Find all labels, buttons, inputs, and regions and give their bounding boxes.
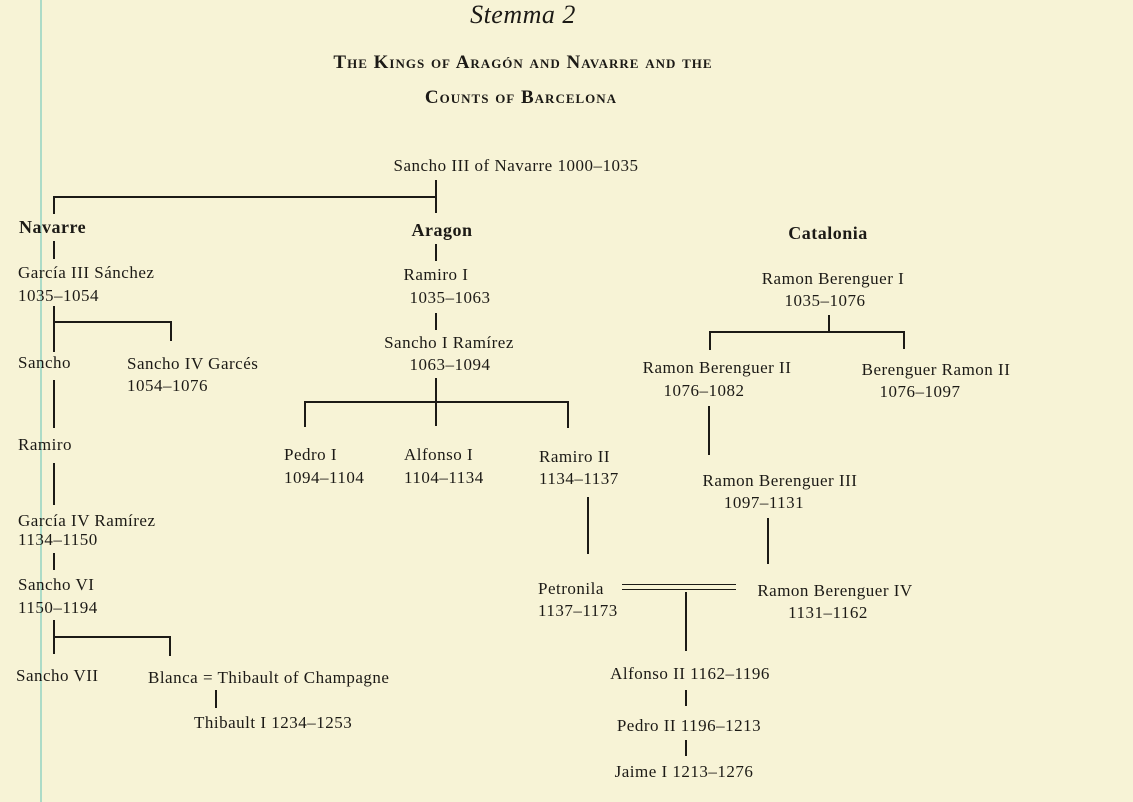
sancho-vi-name: Sancho VI xyxy=(18,575,95,594)
aragon-bar-1 xyxy=(304,401,568,403)
catalonia-bar-1 xyxy=(709,331,904,333)
ramon-berenguer-iv-dates: 1131–1162 xyxy=(788,603,868,622)
garcia-iii-name: García III Sánchez xyxy=(18,263,155,282)
aragon-drop-pedro-i xyxy=(304,401,306,427)
rb3-descent-line xyxy=(767,518,769,564)
garcia-iv-name: García IV Ramírez xyxy=(18,511,156,530)
berenguer-ramon-ii-dates: 1076–1097 xyxy=(879,382,961,401)
navarre-drop-sancho-iv xyxy=(170,321,172,341)
garcia-iii-dates: 1035–1054 xyxy=(18,286,99,305)
branch-aragon: Aragon xyxy=(411,220,473,240)
ramon-berenguer-iv-name: Ramon Berenguer IV xyxy=(757,581,913,600)
berenguer-ramon-ii-name: Berenguer Ramon II xyxy=(861,360,1011,379)
aragon-line-1 xyxy=(435,244,437,261)
marriage-double-line xyxy=(622,584,736,590)
ramon-berenguer-ii-dates: 1076–1082 xyxy=(663,381,745,400)
aragon-drop-ramiro-ii xyxy=(567,401,569,428)
navarre-line-4 xyxy=(53,463,55,505)
ramiro-i-name: Ramiro I xyxy=(403,265,469,284)
jaime-i-descent-line xyxy=(685,740,687,756)
jaime-i: Jaime I 1213–1276 xyxy=(614,762,754,781)
pedro-ii-descent-line xyxy=(685,690,687,706)
navarre-line-2 xyxy=(53,306,55,352)
navarre-line-1 xyxy=(53,241,55,259)
navarre-drop xyxy=(53,196,55,214)
ramon-berenguer-i-dates: 1035–1076 xyxy=(784,291,866,310)
sancho-i-name: Sancho I Ramírez xyxy=(384,333,514,352)
pedro-ii: Pedro II 1196–1213 xyxy=(616,716,762,735)
petronila-dates: 1137–1173 xyxy=(538,601,618,620)
ramon-berenguer-iii-dates: 1097–1131 xyxy=(723,493,805,512)
pedro-i-dates: 1094–1104 xyxy=(284,468,365,487)
sancho-iv-name: Sancho IV Garcés xyxy=(127,354,259,373)
blanca-descent-line xyxy=(215,690,217,708)
root-sancho-iii: Sancho III of Navarre 1000–1035 xyxy=(393,156,639,175)
petronila-name: Petronila xyxy=(538,579,604,598)
root-branch-bar xyxy=(53,196,436,198)
navarre-bar-2 xyxy=(53,636,170,638)
title-line-1: The Kings of Aragón and Navarre and the xyxy=(333,52,713,73)
alfonso-ii: Alfonso II 1162–1196 xyxy=(610,664,770,683)
catalonia-line-1 xyxy=(828,315,830,332)
sancho-i-dates: 1063–1094 xyxy=(409,355,491,374)
ramiro: Ramiro xyxy=(18,435,72,454)
thibault-i: Thibault I 1234–1253 xyxy=(194,713,353,732)
ramiro-i-dates: 1035–1063 xyxy=(409,288,491,307)
alfonso-i-name: Alfonso I xyxy=(404,445,474,464)
navarre-line-3 xyxy=(53,380,55,428)
alfonso-ii-descent-line xyxy=(685,592,687,651)
ramon-berenguer-ii-name: Ramon Berenguer II xyxy=(642,358,792,377)
ramiro-ii-dates: 1134–1137 xyxy=(539,469,619,488)
catalonia-drop-br2 xyxy=(903,331,905,349)
branch-navarre: Navarre xyxy=(19,217,87,237)
blanca-marriage: Blanca = Thibault of Champagne xyxy=(148,668,390,687)
aragon-line-2 xyxy=(435,313,437,330)
branch-catalonia: Catalonia xyxy=(788,223,868,243)
ramiro-ii-name: Ramiro II xyxy=(539,447,611,466)
sancho: Sancho xyxy=(18,353,72,372)
rb2-descent-line xyxy=(708,406,710,455)
ramon-berenguer-iii-name: Ramon Berenguer III xyxy=(702,471,858,490)
navarre-line-5 xyxy=(53,553,55,570)
alfonso-i-dates: 1104–1134 xyxy=(404,468,484,487)
sancho-vii: Sancho VII xyxy=(16,666,99,685)
ramiro-ii-descent-line xyxy=(587,497,589,554)
navarre-drop-blanca xyxy=(169,636,171,656)
title-line-2: Counts of Barcelona xyxy=(424,87,618,108)
navarre-bar-1 xyxy=(53,321,171,323)
pedro-i-name: Pedro I xyxy=(284,445,338,464)
stemma-label: Stemma 2 xyxy=(470,0,576,29)
catalonia-drop-rb2 xyxy=(709,331,711,350)
garcia-iv-dates: 1134–1150 xyxy=(18,530,98,549)
sancho-iv-dates: 1054–1076 xyxy=(127,376,208,395)
ramon-berenguer-i-name: Ramon Berenguer I xyxy=(761,269,905,288)
sancho-vi-dates: 1150–1194 xyxy=(18,598,98,617)
